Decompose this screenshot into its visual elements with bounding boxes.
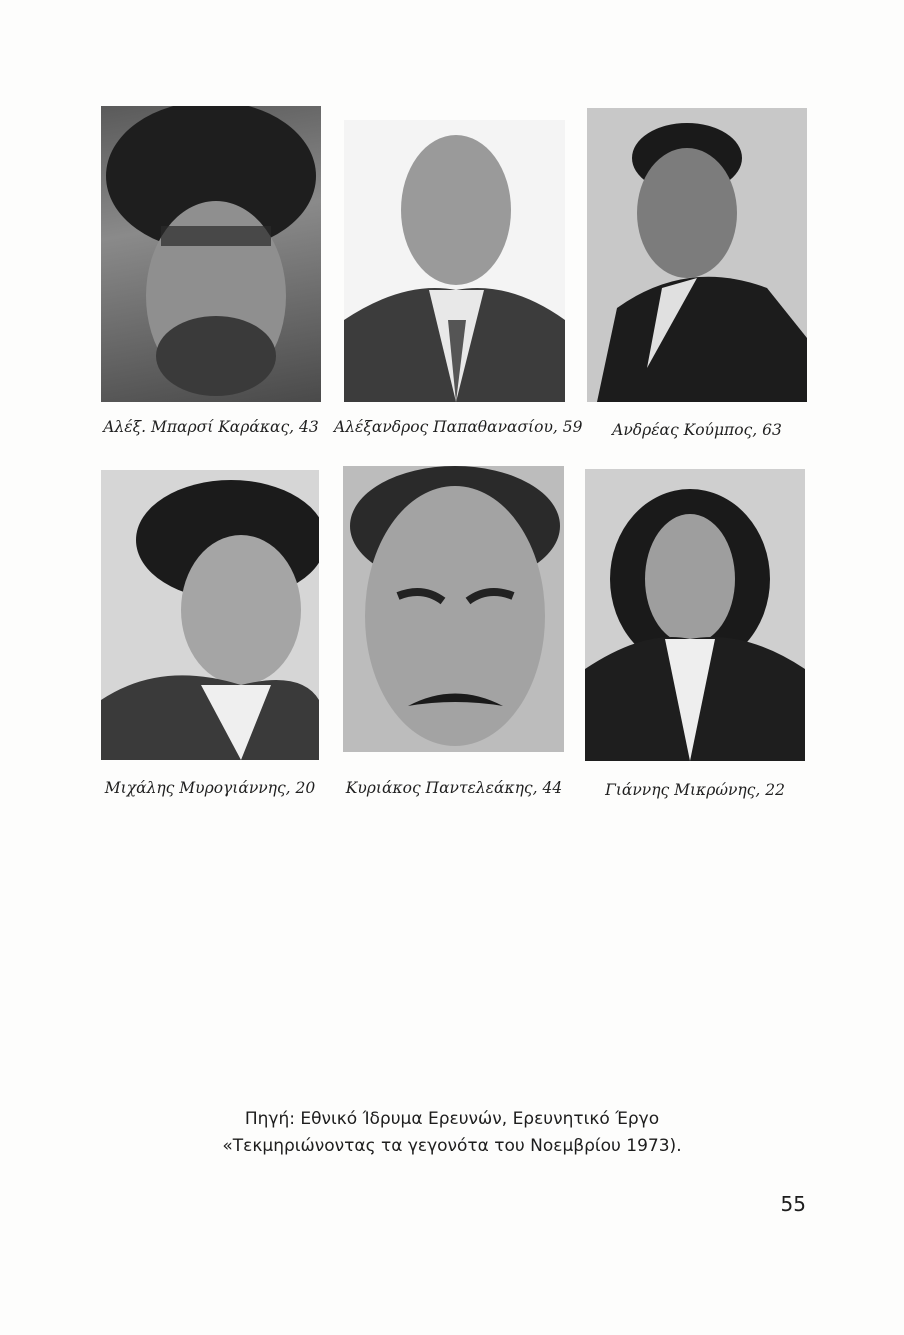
portrait-photo-3 xyxy=(587,108,807,402)
portrait-caption-1: Αλέξ. Μπαρσί Καράκας, 43 xyxy=(103,418,319,436)
portrait-caption-3: Ανδρέας Κούμπος, 63 xyxy=(612,421,782,439)
portrait-photo-4 xyxy=(101,470,319,760)
source-note xyxy=(0,1106,904,1160)
portrait-photo-6 xyxy=(585,469,805,761)
portrait-silhouette-5 xyxy=(343,466,564,752)
portrait-photo-1 xyxy=(101,106,321,402)
portrait-photo-2 xyxy=(344,120,565,402)
portrait-silhouette-1 xyxy=(101,106,321,402)
portrait-silhouette-3 xyxy=(587,108,807,402)
source-line-1: Πηγή: Εθνικό Ίδρυμα Ερευνών, Ερευνητικό Έργο xyxy=(244,1109,660,1129)
portrait-caption-2: Αλέξανδρος Παπαθανασίου, 59 xyxy=(334,418,583,436)
portrait-caption-5: Κυριάκος Παντελεάκης, 44 xyxy=(345,779,563,797)
portrait-caption-6: Γιάννης Μικρώνης, 22 xyxy=(605,781,785,799)
portrait-silhouette-4 xyxy=(101,470,319,760)
portrait-caption-4: Μιχάλης Μυρογιάννης, 20 xyxy=(104,779,316,797)
source-line-2: «Τεκμηριώνοντας τα γεγονότα του Νοεμβρίου 1973). xyxy=(222,1136,682,1156)
portrait-silhouette-2 xyxy=(344,120,565,402)
portrait-photo-5 xyxy=(343,466,564,752)
portrait-silhouette-6 xyxy=(585,469,805,761)
page-number: 55 xyxy=(780,1192,806,1216)
